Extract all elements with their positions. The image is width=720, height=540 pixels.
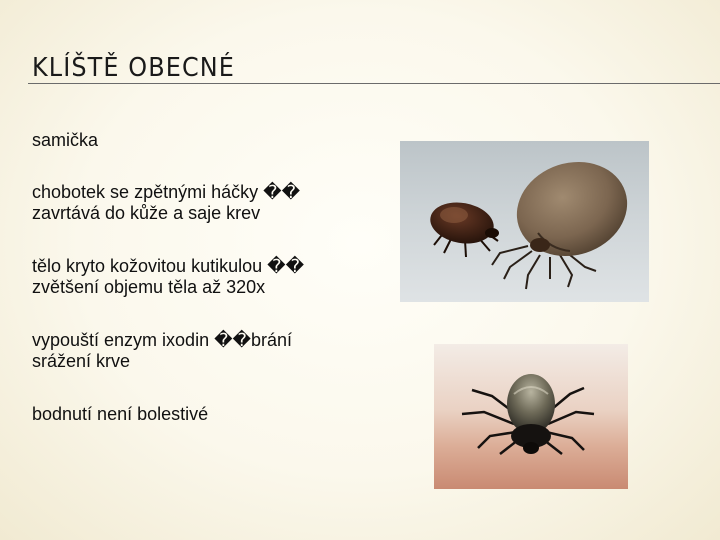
bullet-5: bodnutí není bolestivé <box>32 404 209 424</box>
bullet-2: chobotek se zpětnými háčky �� zavrtává do kůže a saje krev <box>32 182 301 223</box>
ticks-photo <box>400 141 649 302</box>
title-underline <box>28 83 720 84</box>
slide-title: KLÍŠTĚ OBECNÉ <box>32 53 236 83</box>
bullet-3: tělo kryto kožovitou kutikulou �� zvětšení objemu těla až 320x <box>32 256 305 297</box>
tick-on-skin-photo <box>434 344 628 489</box>
bullet-1: samička <box>32 130 99 150</box>
bullet-4: vypouští enzym ixodin ��brání srážení krve <box>32 330 293 371</box>
